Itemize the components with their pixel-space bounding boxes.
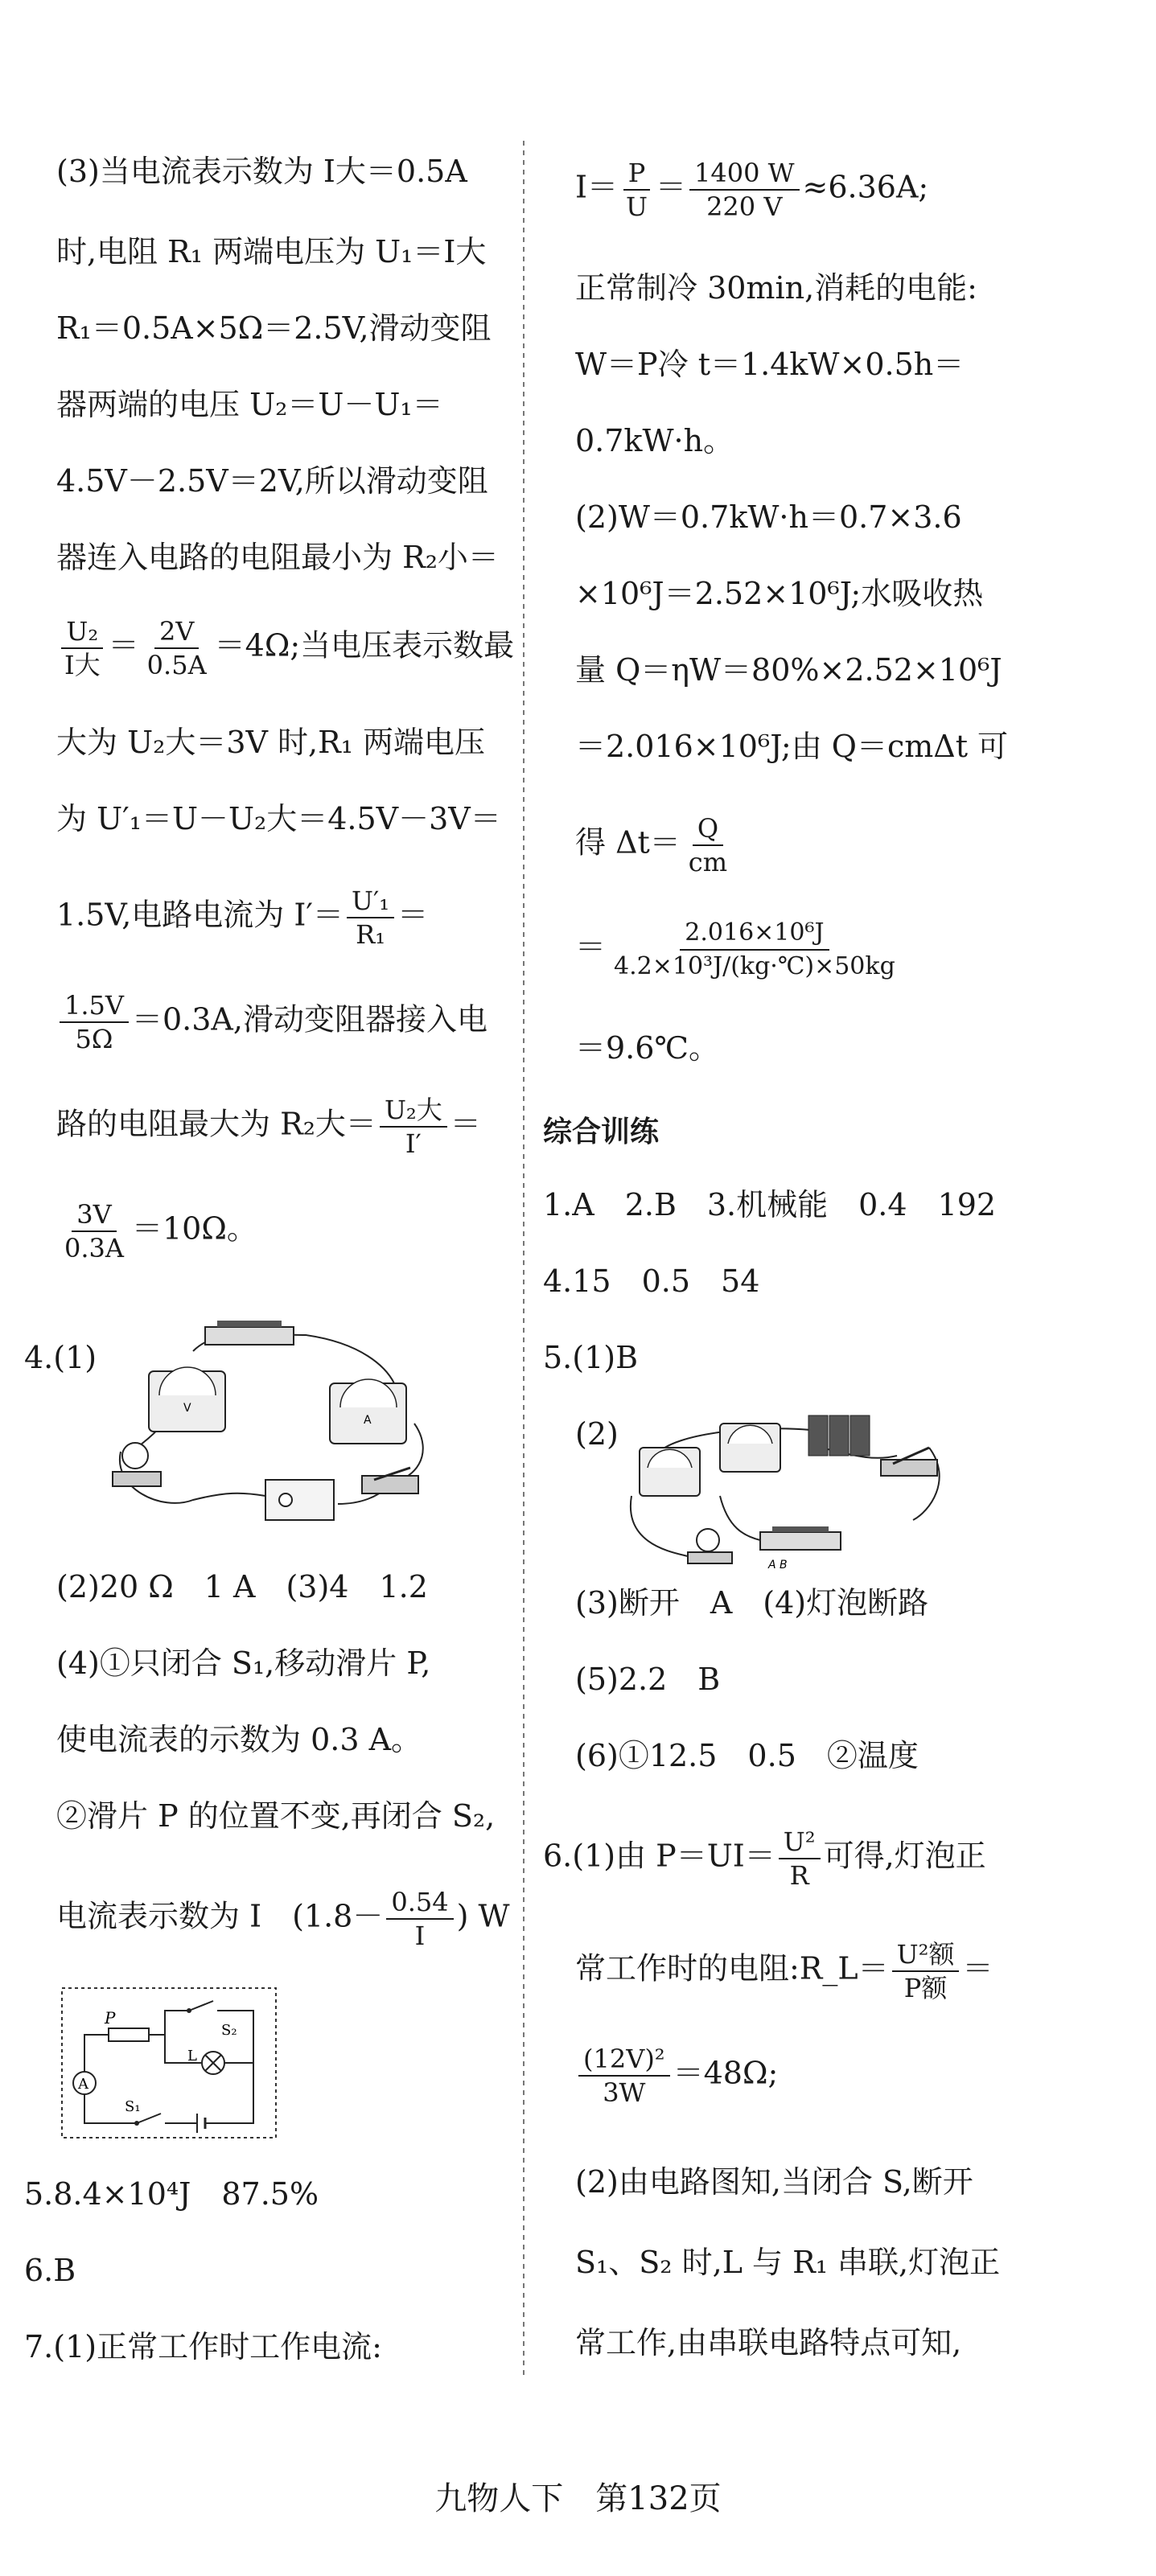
ammeter-label: A bbox=[78, 2076, 88, 2093]
switch-s1-label: S₁ bbox=[125, 2098, 141, 2115]
text-line: 常工作,由串联电路特点可知, bbox=[575, 2325, 962, 2360]
text-line: 时,电阻 R₁ 两端电压为 U₁＝I大 bbox=[56, 234, 487, 269]
slider-label: P bbox=[105, 2008, 116, 2028]
fraction: $\frac{\text{(12V)²}}{3W}$ bbox=[578, 2043, 670, 2109]
text-line: (3)当电流表示数为 I大＝0.5A bbox=[56, 154, 467, 189]
text-line: 使电流表的示数为 0.3 A。 bbox=[56, 1722, 422, 1757]
fraction: $\frac{1.5V}{5\Omega}$ bbox=[60, 989, 129, 1055]
fraction: $\frac{1400 W}{220 V}$ bbox=[689, 157, 800, 223]
text-line: (6)①12.5 0.5 ②温度 bbox=[575, 1738, 919, 1773]
formula-line: $\frac{\text{U₂}}{\text{I大}}$ ＝ $\frac{2V}{0.5A}$ ＝4Ω;当电压表示数最 bbox=[56, 615, 514, 681]
circuit-apparatus-illustration bbox=[97, 1311, 450, 1544]
formula-line: 得 Δt＝ $\frac{Q}{cm}$ bbox=[575, 812, 735, 878]
text-line: R₁＝0.5A×5Ω＝2.5V,滑动变阻 bbox=[56, 310, 492, 346]
fraction: $\frac{P}{U}$ bbox=[621, 157, 652, 223]
circuit-apparatus-illustration bbox=[623, 1399, 961, 1576]
text-line: (3)断开 A (4)灯泡断路 bbox=[575, 1585, 929, 1621]
text-line: 正常制冷 30min,消耗的电能: bbox=[575, 270, 977, 306]
text-line: 6.B bbox=[24, 2253, 76, 2288]
text-line: W＝P冷 t＝1.4kW×0.5h＝ bbox=[575, 347, 965, 382]
circuit-schematic bbox=[60, 1986, 278, 2139]
text-line: S₁、S₂ 时,L 与 R₁ 串联,灯泡正 bbox=[575, 2245, 1001, 2280]
fraction: $\frac{\text{U′₁}}{\text{R₁}}$ bbox=[347, 885, 394, 951]
formula-line: I＝ $\frac{P}{U}$ ＝ $\frac{1400 W}{220 V}$ ≈6.36A; bbox=[575, 158, 929, 222]
formula-line: ＝ $\frac{\text{2.016×10⁶J}}{\text{4.2×10³J/(kg·℃)×50kg}}$ bbox=[575, 917, 903, 983]
text-line: 量 Q＝ηW＝80%×2.52×10⁶J bbox=[575, 652, 1002, 688]
text-line: 大为 U₂大＝3V 时,R₁ 两端电压 bbox=[56, 725, 486, 760]
fraction: $\frac{Q}{cm}$ bbox=[688, 813, 728, 877]
text-line: 器两端的电压 U₂＝U－U₁＝ bbox=[56, 387, 443, 422]
lamp-label: L bbox=[187, 2048, 197, 2064]
text-line: 4.15 0.5 54 bbox=[543, 1263, 760, 1299]
fraction: $\frac{3V}{0.3A}$ bbox=[64, 1199, 124, 1263]
text-line: ＝2.016×10⁶J;由 Q＝cmΔt 可 bbox=[575, 729, 1009, 764]
text-line: 为 U′₁＝U－U₂大＝4.5V－3V＝ bbox=[56, 801, 501, 836]
text-line: ×10⁶J＝2.52×10⁶J;水吸收热 bbox=[575, 576, 984, 611]
text-line: 5.(1)B bbox=[543, 1340, 639, 1375]
formula-line: 1.5V,电路电流为 I′＝ $\frac{\text{U′₁}}{\text{R₁}}$ ＝ bbox=[56, 885, 429, 950]
fraction: $\frac{0.54}{I}$ bbox=[386, 1886, 453, 1952]
text-line: ＝9.6℃。 bbox=[575, 1030, 719, 1066]
formula-line: 电流表示数为 I (1.8－ $\frac{0.54}{I}$ ) W bbox=[56, 1887, 510, 1951]
fraction: $\frac{\text{U²}}{R}$ bbox=[779, 1826, 821, 1892]
text-line: (2) bbox=[575, 1416, 619, 1452]
switch-s2-label: S₂ bbox=[221, 2022, 237, 2039]
text-line: ②滑片 P 的位置不变,再闭合 S₂, bbox=[56, 1798, 496, 1834]
formula-line: 路的电阻最大为 R₂大＝ $\frac{\text{U₂大}}{I'}$ ＝ bbox=[56, 1095, 481, 1159]
text-line: (4)①只闭合 S₁,移动滑片 P, bbox=[56, 1645, 431, 1681]
page-footer: 九物人下 第132页 bbox=[434, 2480, 722, 2517]
formula-line: 6.(1)由 P＝UI＝ $\frac{\text{U²}}{R}$ 可得,灯泡正 bbox=[543, 1826, 986, 1891]
section-heading: 综合训练 bbox=[543, 1115, 660, 1148]
column-divider bbox=[523, 141, 525, 2377]
fraction: $\frac{\text{U²额}}{\text{P额}}$ bbox=[892, 1938, 960, 2004]
text-line: (2)W＝0.7kW·h＝0.7×3.6 bbox=[575, 499, 962, 535]
text-line: 0.7kW·h。 bbox=[575, 423, 734, 458]
formula-line: $\frac{1.5V}{5\Omega}$ ＝0.3A,滑动变阻器接入电 bbox=[56, 989, 487, 1055]
svg-text:A: A bbox=[364, 1414, 372, 1427]
text-line: 1.A 2.B 3.机械能 0.4 192 bbox=[543, 1187, 997, 1222]
fraction: $\frac{\text{U₂}}{\text{I大}}$ bbox=[60, 615, 105, 681]
text-line: (2)由电路图知,当闭合 S,断开 bbox=[575, 2164, 973, 2200]
fraction: $\frac{\text{2.016×10⁶J}}{\text{4.2×10³J/(kg·℃)×50kg}}$ bbox=[614, 918, 895, 980]
fraction: $\frac{\text{U₂大}}{I'}$ bbox=[380, 1094, 447, 1160]
svg-text:A B: A B bbox=[768, 1559, 788, 1571]
svg-text:V: V bbox=[183, 1402, 191, 1415]
fraction: $\frac{2V}{0.5A}$ bbox=[146, 616, 207, 680]
text-line: 器连入电路的电阻最小为 R₂小＝ bbox=[56, 540, 499, 575]
text-line: (5)2.2 B bbox=[575, 1662, 721, 1697]
formula-line: 常工作时的电阻:R_L＝ $\frac{\text{U²额}}{\text{P额}}$ ＝ bbox=[575, 1939, 994, 2003]
question-4-label: 4.(1) bbox=[24, 1340, 97, 1375]
text-line: 7.(1)正常工作时工作电流: bbox=[24, 2329, 382, 2364]
formula-line: $\frac{3V}{0.3A}$ ＝10Ω。 bbox=[56, 1198, 257, 1264]
text-line: 5.8.4×10⁴J 87.5% bbox=[24, 2176, 319, 2212]
text-line: 4.5V－2.5V＝2V,所以滑动变阻 bbox=[56, 463, 488, 499]
formula-line: $\frac{\text{(12V)²}}{3W}$ ＝48Ω; bbox=[575, 2043, 778, 2109]
text-line: (2)20 Ω 1 A (3)4 1.2 bbox=[56, 1569, 428, 1604]
